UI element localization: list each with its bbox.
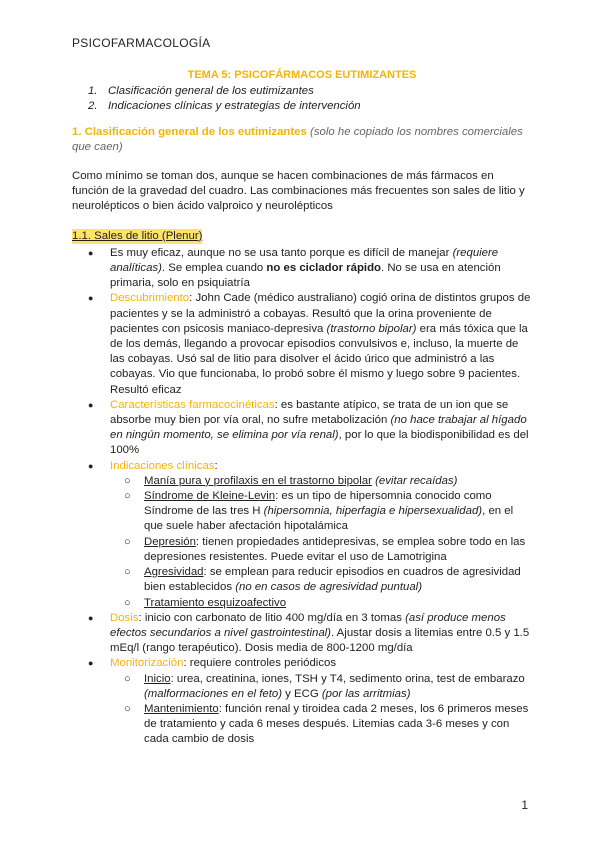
page-header: PSICOFARMACOLOGÍA (72, 36, 211, 50)
section-note: (solo he copiado los nombres comerciales que caen) (72, 125, 523, 153)
sub-list-item: ○ Inicio: urea, creatinina, iones, TSH y T4, sedimento orina, test de embarazo (malformaciones en el feto) y ECG (por las arritmias) (72, 672, 532, 702)
sub-bullet-list (110, 474, 532, 611)
toc-item (88, 84, 532, 99)
sub-list-item: ○ Mantenimiento: función renal y tiroidea cada 2 meses, los 6 primeros meses de tratamiento y cada 6 meses después. Litemias cada 3-6 meses y con cada cambio de dosis (72, 702, 532, 748)
list-item: ● Es muy eficaz, aunque no se usa tanto porque es difícil de manejar (requiere analíticas). Se emplea cuando no es ciclador rápido. No se usa en atención primaria, solo en psiquiatría (72, 246, 532, 292)
sub-list-item: ○ Manía pura y profilaxis en el trastorno bipolar (evitar recaídas) (72, 474, 532, 489)
toc-text: Clasificación general de los eutimizantes (108, 85, 314, 98)
sub-list-item: ○ Depresión: tienen propiedades antidepresivas, se emplea sobre todo en las depresiones resistentes. Puede evitar el uso de Lamotrigina (72, 535, 532, 565)
subsection-heading: 1.1. Sales de litio (Plenur) (72, 229, 202, 244)
page-content (72, 68, 532, 748)
toc-item (88, 99, 532, 114)
toc-number: 2. (88, 100, 98, 113)
page-number: 1 (521, 798, 528, 812)
toc-text: Indicaciones clínicas y estrategias de intervención (108, 100, 361, 113)
page-title: TEMA 5: PSICOFÁRMACOS EUTIMIZANTES (187, 69, 417, 81)
toc-number: 1. (88, 85, 98, 98)
list-item: ● Características farmacocinéticas: es bastante atípico, se trata de un ion que se absorbe muy bien por vía oral, no sufre metabolización (no hace trabajar al hígado en ningún momento, se elimina por vía renal), por lo que la biodisponibilidad es del 100% (72, 398, 532, 459)
bullet-list (72, 246, 532, 748)
table-of-contents (88, 84, 532, 114)
sub-bullet-list (110, 672, 532, 748)
list-item: ● Monitorización: requiere controles periódicos ○ Inicio: urea, creatinina, iones, TSH y T4, sedimento orina, test de embarazo (malformaciones en el feto) y ECG (por las arritmias) ○ Mantenimiento: función renal y tiroidea cada 2 meses, los 6 primeros meses de tratamiento y cada 6 meses después. Litemias cada 3-6 meses y con cada cambio de dosis (72, 656, 532, 747)
sub-list-item: ○ Síndrome de Kleine-Levin: es un tipo de hipersomnia conocido como Síndrome de las tres H (hipersomnia, hiperfagia e hipersexualidad), en el que suele haber afectación hipotalámica (72, 489, 532, 535)
list-item: ● Descubrimiento: John Cade (médico australiano) cogió orina de distintos grupos de pacientes y se la administró a cobayas. Resultó que la orina proveniente de pacientes con psicosis maniaco-depresiva (trastorno bipolar) era más tóxica que la de los demás, llegando a provocar episodios convulsivos e, incluso, la muerte de las cobayas. Usó sal de litio para disolver el ácido úrico que administró a las cobayas. Vio que funcionaba, lo probó sobre él mismo y luego sobre 9 pacientes. Resultó eficaz (72, 291, 532, 397)
list-item: ● Indicaciones clínicas: ○ Manía pura y profilaxis en el trastorno bipolar (evitar recaídas) ○ Síndrome de Kleine-Levin: es un tipo de hipersomnia conocido como Síndrome de las tres H (hipersomnia, hiperfagia e hipersexualidad), en el que suele haber afectación hipotalámica ○ Depresión: tienen propiedades antidepresivas, se emplea sobre todo en las depresiones resistentes. Puede evitar el uso de Lamotrigina ○ Agresividad: se emplean para reducir episodios en cuadros de agresividad bien establecidos (no en casos de agresividad puntual) ○ Tratamiento esquizoafectivo (72, 459, 532, 611)
section-heading (72, 125, 532, 155)
sub-list-item: ○ Tratamiento esquizoafectivo (72, 596, 532, 611)
intro-paragraph: Como mínimo se toman dos, aunque se hacen combinaciones de más fármacos en función de la gravedad del cuadro. Las combinaciones más frecuentes son sales de litio y neurolépticos o bien ácido valproico y neurolépticos (72, 170, 525, 213)
sub-list-item: ○ Agresividad: se emplean para reducir episodios en cuadros de agresividad bien establecidos (no en casos de agresividad puntual) (72, 565, 532, 595)
section-title: 1. Clasificación general de los eutimizantes (72, 125, 307, 138)
list-item: ● Dosis: inicio con carbonato de litio 400 mg/día en 3 tomas (así produce menos efectos secundarios a nivel gastrointestinal). Ajustar dosis a litemias entre 0.5 y 1.5 mEq/l (rango terapéutico). Dosis media de 800-1200 mg/día (72, 611, 532, 657)
